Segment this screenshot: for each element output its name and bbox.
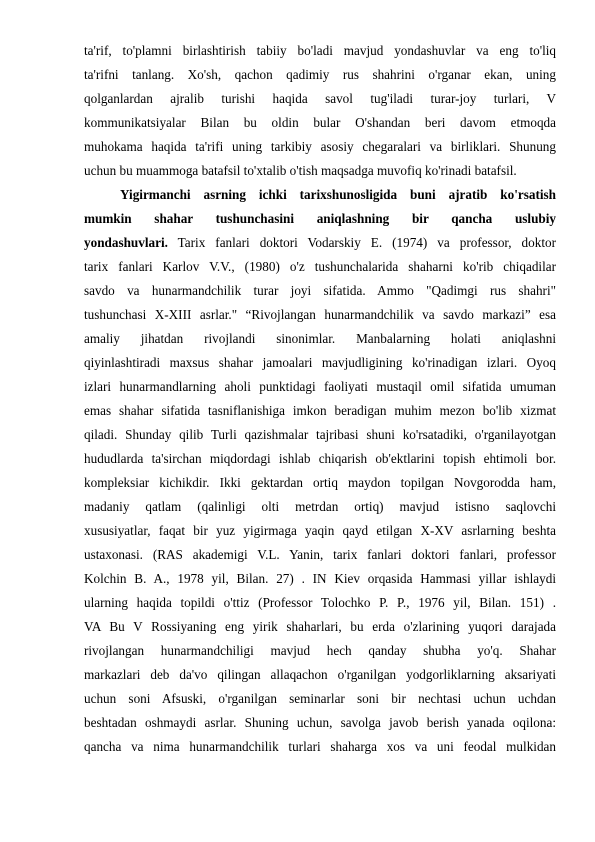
text-line: beshtadan oshmaydi asrlar. Shuning uchun, savolga javob berish yanada oqilona: bbox=[84, 715, 556, 730]
text-line-mixed bbox=[84, 231, 556, 255]
text-line: kommunikatsiyalar Bilan bu oldin bular O'shandan beri davom etmoqda bbox=[84, 115, 556, 130]
text-span: Tarix fanlari doktori Vodarskiy E. (1974) va professor, doktor bbox=[167, 235, 556, 250]
text-line: uchun bu muammoga batafsil to'xtalib o'tish maqsadga muvofiq ko'rinadi batafsil. bbox=[84, 163, 517, 178]
text-line: Kolchin B. A., 1978 yil, Bilan. 27) . IN Kiev orqasida Hammasi yillar ishlaydi bbox=[84, 571, 556, 586]
text-line: emas shahar sifatida tasniflanishiga imkon beradigan muhim mezon bo'lib xizmat bbox=[84, 403, 556, 418]
text-line-bold: Yigirmanchi asrning ichki tarixshunosligida buni ajratib ko'rsatish bbox=[120, 187, 556, 202]
text-line: hududlarda ta'sirchan miqdordagi ishlab chiqarish ob'ektlarini topish ehtimoli bor. bbox=[84, 451, 556, 466]
text-line: xususiyatlar, faqat bir yuz yigirmaga yaqin qayd etilgan X-XV asrlarning beshta bbox=[84, 523, 556, 538]
text-line: ularning haqida topildi o'ttiz (Professor Tolochko P. P., 1976 yil, Bilan. 151) . bbox=[84, 595, 556, 610]
text-line-bold: mumkin shahar tushunchasini aniqlashning bir qancha uslubiy bbox=[84, 211, 556, 226]
text-line: muhokama haqida ta'rifi uning tarkibiy asosiy chegaralari va birliklari. Shunung bbox=[84, 139, 556, 154]
text-line: markazlari deb da'vo qilingan allaqachon o'rganilgan yodgorliklarning aksariyati bbox=[84, 667, 556, 682]
text-line: madaniy qatlam (qalinligi olti metrdan ortiq) mavjud istisno saqlovchi bbox=[84, 499, 556, 514]
text-line: amaliy jihatdan rivojlandi sinonimlar. Manbalarning holati aniqlashni bbox=[84, 331, 556, 346]
text-line: ta'rif, to'plamni birlashtirish tabiiy bo'ladi mavjud yondashuvlar va eng to'liq bbox=[84, 43, 556, 58]
text-line: qancha va nima hunarmandchilik turlari shaharga xos va uni feodal mulkidan bbox=[84, 739, 556, 754]
text-line: qiladi. Shunday qilib Turli qazishmalar tajribasi shuni ko'rsatadiki, o'rganilayotgan bbox=[84, 427, 556, 442]
text-line: savdo va hunarmandchilik turar joyi sifatida. Ammo "Qadimgi rus shahri" bbox=[84, 283, 556, 298]
bold-phrase: yondashuvlari. bbox=[84, 235, 168, 250]
text-line: qolganlardan ajralib turishi haqida savol tug'iladi turar-joy turlari, V bbox=[84, 91, 556, 106]
text-line: kompleksiar kichikdir. Ikki gektardan ortiq maydon topilgan Novgorodda ham, bbox=[84, 475, 556, 490]
text-line: ustaxonasi. (RAS akademigi V.L. Yanin, tarix fanlari doktori fanlari, professor bbox=[84, 547, 556, 562]
text-line: izlari hunarmandlarning aholi punktidagi faoliyati mustaqil omil sifatida umuman bbox=[84, 379, 556, 394]
text-line: uchun soni Afsuski, o'rganilgan seminarlar soni bir nechtasi uchun uchdan bbox=[84, 691, 556, 706]
text-line: qiyinlashtiradi maxsus shahar jamoalari mavjudligining ko'rinadigan izlari. Oyoq bbox=[84, 355, 556, 370]
text-line: VA Bu V Rossiyaning eng yirik shaharlari, bu erda o'zlarining yuqori darajada bbox=[84, 619, 556, 634]
body-text bbox=[84, 39, 556, 759]
text-line: ta'rifni tanlang. Xo'sh, qachon qadimiy rus shahrini o'rganar ekan, uning bbox=[84, 67, 556, 82]
text-line: rivojlangan hunarmandchiligi mavjud hech qanday shubha yo'q. Shahar bbox=[84, 643, 556, 658]
text-line: tarix fanlari Karlov V.V., (1980) o'z tushunchalarida shaharni ko'rib chiqadilar bbox=[84, 259, 556, 274]
text-line: tushunchasi X-XIII asrlar." “Rivojlangan hunarmandchilik va savdo markazi” esa bbox=[84, 307, 556, 322]
